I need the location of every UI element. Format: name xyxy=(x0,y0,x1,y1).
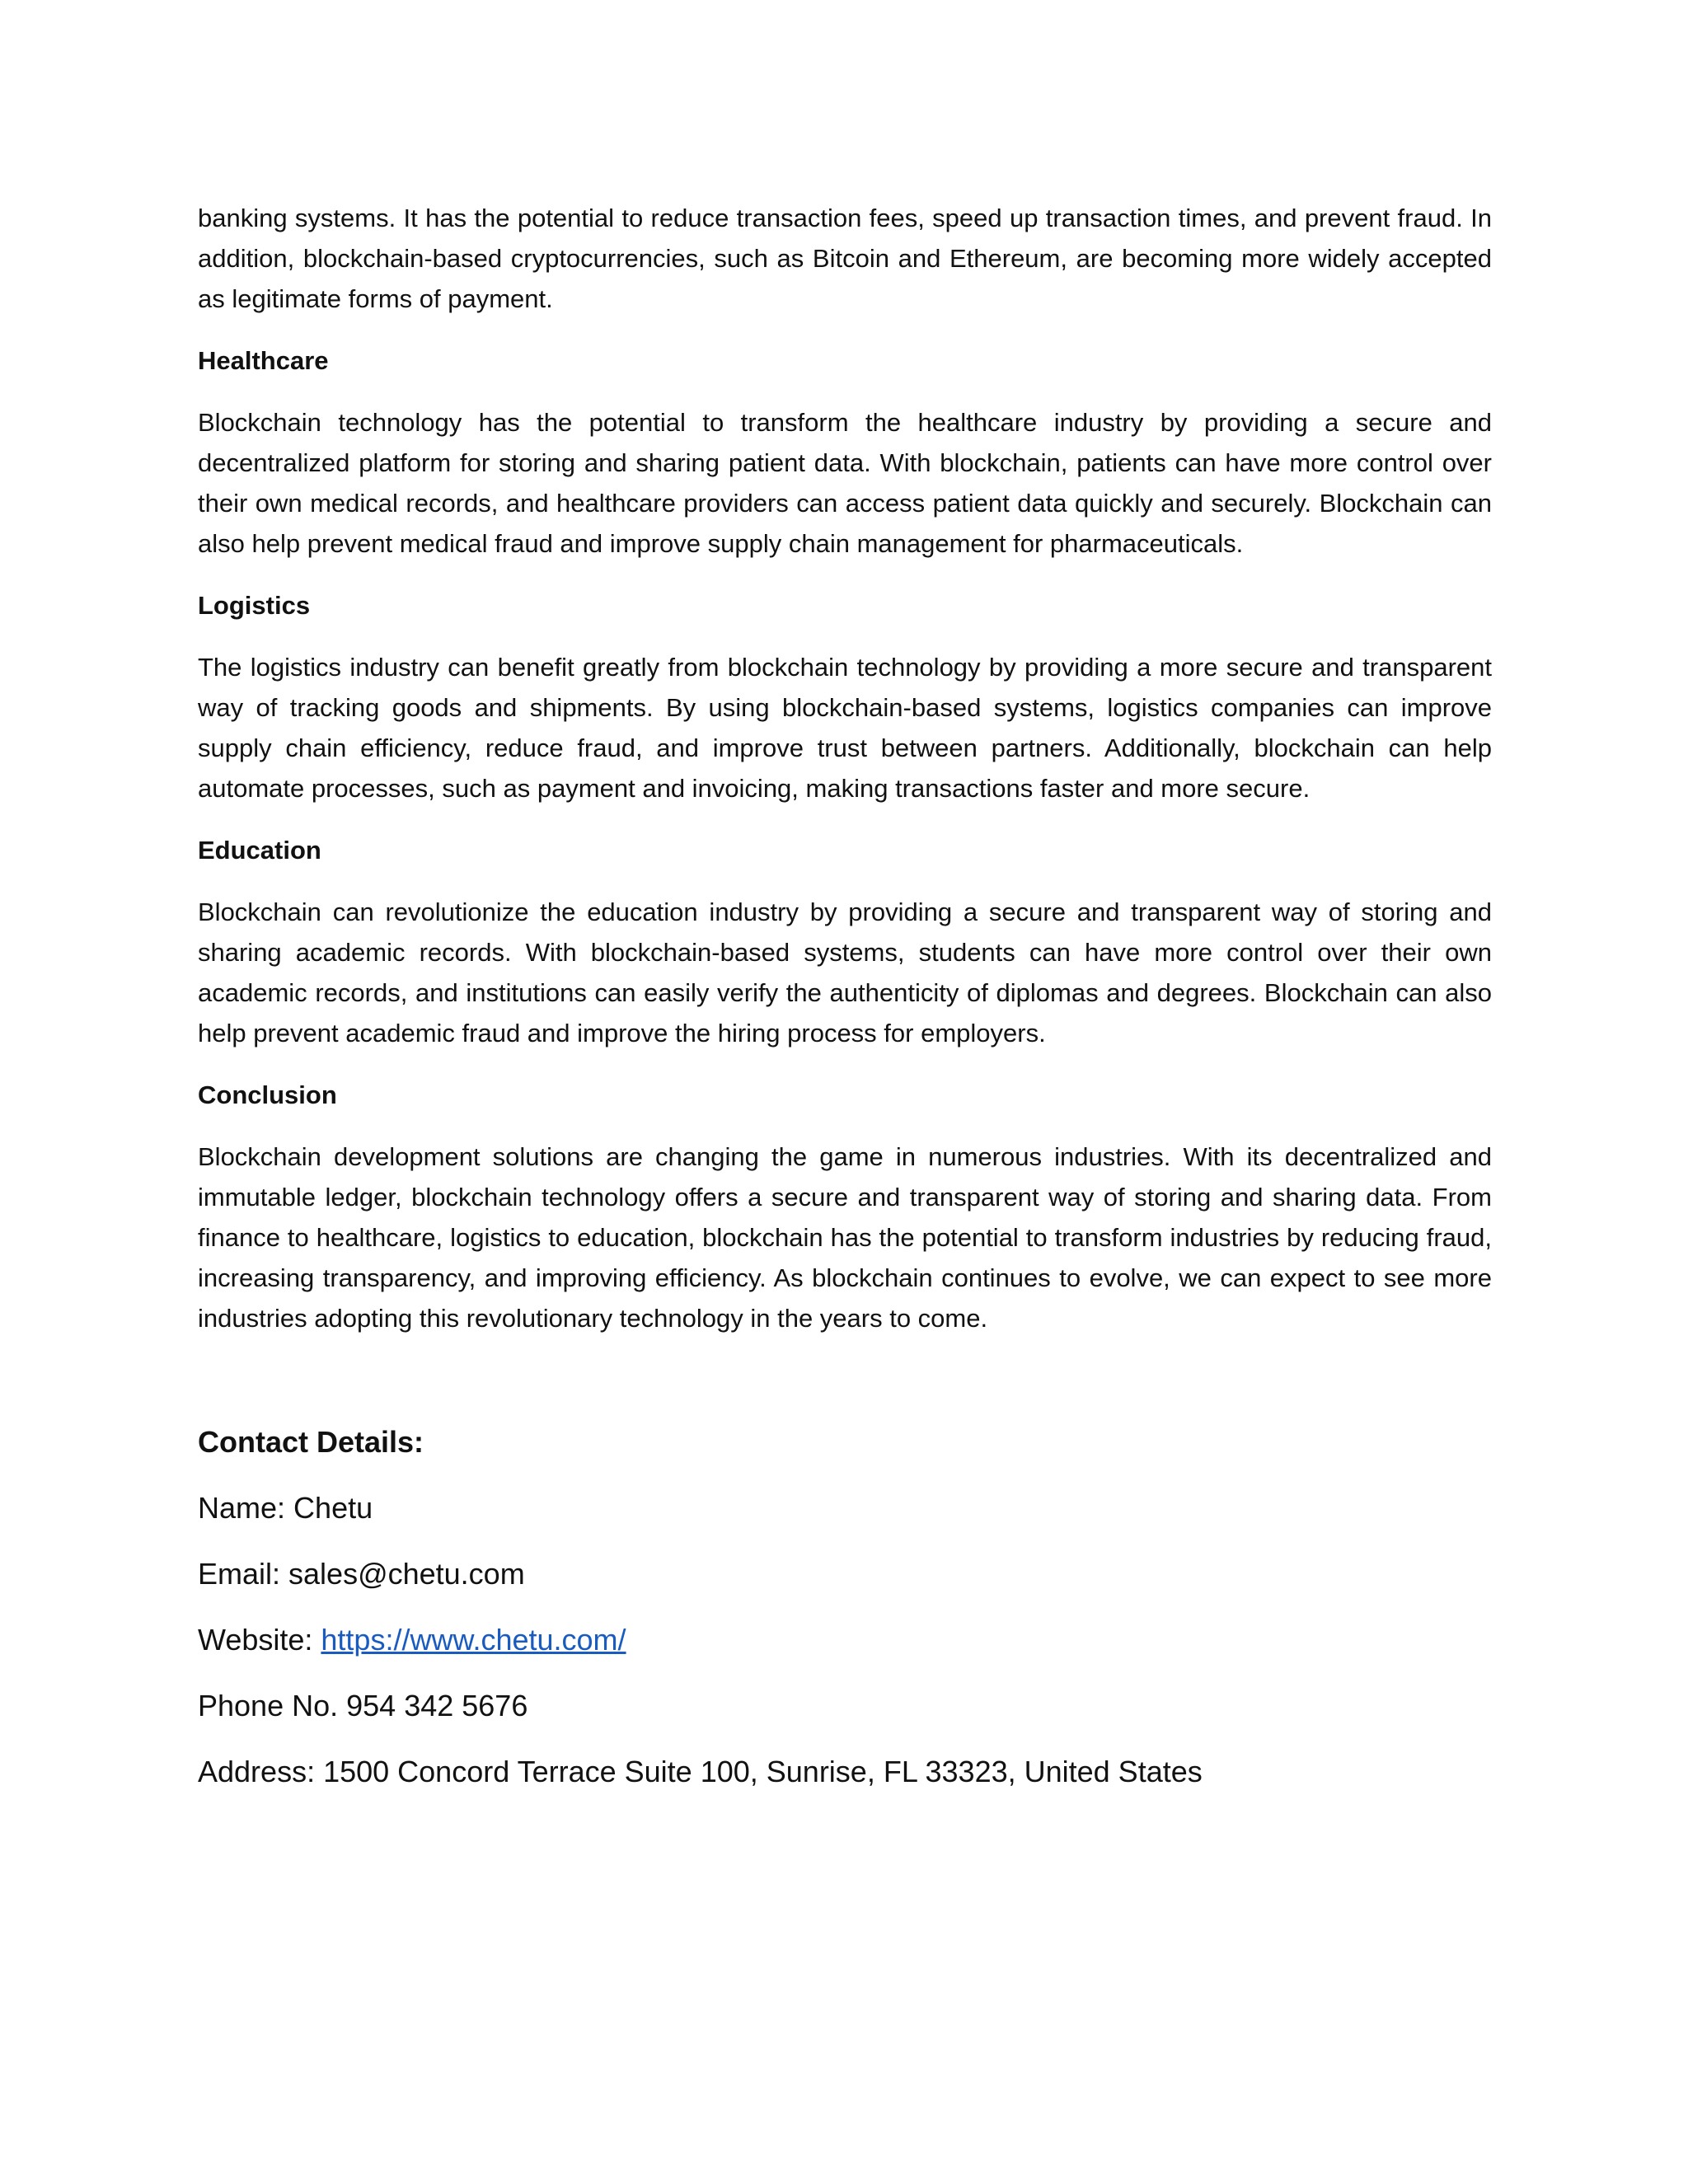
website-link[interactable]: https://www.chetu.com/ xyxy=(321,1623,626,1657)
contact-phone-label: Phone No. xyxy=(198,1689,347,1722)
contact-website xyxy=(198,1619,1492,1661)
section-heading: Education xyxy=(198,836,321,865)
section-body: Blockchain can revolutionize the education industry by providing a secure and transparent way of storing and sharing academic records. With blockchain-based systems, students can have more control over their own academic records, and institutions can easily verify the authenticity of diplomas and degrees. Blockchain can also help prevent academic fraud and improve the hiring process for employers. xyxy=(198,898,1492,1047)
document-page xyxy=(198,198,1492,1816)
contact-email-value: sales@chetu.com xyxy=(288,1557,525,1591)
contact-phone-value: 954 342 5676 xyxy=(346,1689,528,1722)
section-education xyxy=(198,830,1492,1053)
contact-name xyxy=(198,1487,1492,1530)
contact-address-label: Address: xyxy=(198,1755,324,1788)
section-body: The logistics industry can benefit greatly from blockchain technology by providing a more secure and transparent way of tracking goods and shipments. By using blockchain-based systems, logistics companies can improve supply chain efficiency, reduce fraud, and improve trust between partners. Additionally, blockchain can help automate processes, such as payment and invoicing, making transactions faster and more secure. xyxy=(198,653,1492,803)
contact-email-label: Email: xyxy=(198,1557,289,1591)
contact-name-label: Name: xyxy=(198,1491,294,1525)
section-logistics xyxy=(198,585,1492,808)
section-heading: Conclusion xyxy=(198,1080,337,1109)
contact-name-value: Chetu xyxy=(293,1491,373,1525)
section-body: Blockchain development solutions are changing the game in numerous industries. With its decentralized and immutable ledger, blockchain technology offers a secure and transparent way of storing and sharing data. From finance to healthcare, logistics to education, blockchain has the potential to transform industries by reducing fraud, increasing transparency, and improving efficiency. As blockchain continues to evolve, we can expect to see more industries adopting this revolutionary technology in the years to come. xyxy=(198,1142,1492,1333)
intro-paragraph: banking systems. It has the potential to reduce transaction fees, speed up transaction times, and prevent fraud. In addition, blockchain-based cryptocurrencies, such as Bitcoin and Ethereum, are becoming more widely accepted as legitimate forms of payment. xyxy=(198,204,1492,313)
section-body: Blockchain technology has the potential to transform the healthcare industry by providing a secure and decentralized platform for storing and sharing patient data. With blockchain, patients can have more control over their own medical records, and healthcare providers can access patient data quickly and securely. Blockchain can also help prevent medical fraud and improve supply chain management for pharmaceuticals. xyxy=(198,408,1492,558)
section-heading: Logistics xyxy=(198,591,311,620)
section-heading: Healthcare xyxy=(198,346,329,375)
contact-title: Contact Details: xyxy=(198,1425,424,1459)
contact-phone xyxy=(198,1685,1492,1727)
contact-details xyxy=(198,1421,1492,1793)
contact-email xyxy=(198,1553,1492,1596)
section-conclusion xyxy=(198,1075,1492,1338)
section-healthcare xyxy=(198,340,1492,564)
contact-website-label: Website: xyxy=(198,1623,321,1657)
contact-address xyxy=(198,1750,1492,1793)
contact-address-value: 1500 Concord Terrace Suite 100, Sunrise, FL 33323, United States xyxy=(323,1755,1203,1788)
